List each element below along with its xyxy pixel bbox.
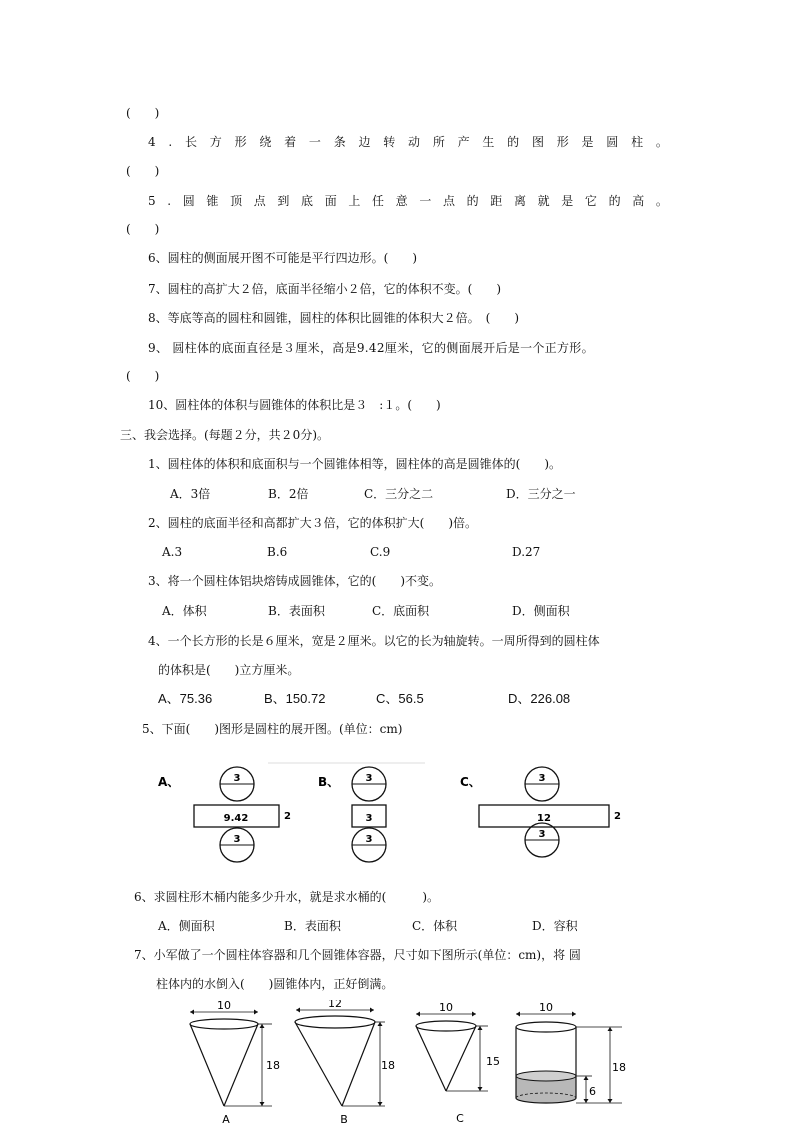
q3-answer-bracket: ( ) — [126, 106, 160, 120]
cylinder-height: 18 — [612, 1061, 626, 1074]
question-char: 点 — [442, 194, 455, 208]
option-d: D．侧面积 — [512, 604, 570, 618]
figure-a-label: A、 — [158, 775, 180, 789]
option-a: A．体积 — [162, 604, 207, 618]
cone-a-label: A — [222, 1113, 230, 1123]
option-a: A．侧面积 — [158, 919, 215, 933]
option-c: C.9 — [370, 545, 391, 559]
mc-question-5: 5、下面( )图形是圆柱的展开图。(单位：cm) — [142, 722, 403, 736]
question-char: 距 — [490, 194, 503, 208]
section-3-heading: 三、我会选择。(每题２分，共２0分)。 — [120, 428, 329, 442]
question-char: 动 — [408, 135, 421, 149]
option-a: A、75.36 — [158, 691, 213, 706]
question-char: 是 — [581, 135, 594, 149]
option-a: A．3倍 — [170, 487, 211, 501]
cone-c-diameter: 10 — [439, 1001, 453, 1014]
question-char: . — [167, 194, 172, 208]
question-char: 点 — [253, 194, 266, 208]
cone-b-diameter: 12 — [328, 1000, 342, 1010]
cylinder-water-height: 6 — [589, 1085, 596, 1098]
mc-question-1: 1、圆柱体的体积和底面积与一个圆锥体相等，圆柱体的高是圆锥体的( )。 — [148, 457, 562, 471]
question-char: 生 — [482, 135, 495, 149]
question-char: 转 — [383, 135, 396, 149]
question-char: 边 — [358, 135, 371, 149]
figure-a-bottom-circle-diameter: 3 — [233, 834, 241, 845]
mc-question-4-line-1: 4、一个长方形的长是６厘米，宽是２厘米。以它的长为轴旋转。一周所得到的圆柱体 — [148, 634, 600, 648]
cylinder-nets-figure — [150, 760, 640, 870]
judge-question-6: 6、圆柱的侧面展开图不可能是平行四边形。( ) — [148, 251, 417, 265]
cone-c-height: 15 — [486, 1055, 500, 1068]
question-char: 条 — [333, 135, 346, 149]
option-c: C．三分之二 — [364, 487, 434, 501]
question-char: 任 — [372, 194, 385, 208]
cone-a-diameter: 10 — [217, 1000, 231, 1012]
judge-question-7: 7、圆柱的高扩大２倍，底面半径缩小２倍，它的体积不变。( ) — [148, 282, 502, 296]
figure-c-label: C、 — [460, 775, 481, 789]
question-char: 锥 — [206, 194, 219, 208]
option-d: D．三分之一 — [506, 487, 576, 501]
q9-answer-bracket: ( ) — [126, 369, 160, 383]
question-char: 的 — [466, 194, 479, 208]
cone-a-height: 18 — [266, 1059, 280, 1072]
option-d: D、226.08 — [508, 691, 571, 706]
cylinder-diameter: 10 — [539, 1001, 553, 1014]
question-char: 方 — [209, 135, 222, 149]
question-char: 意 — [395, 194, 408, 208]
judge-question-4 — [148, 134, 668, 150]
mc-question-4-line-2: 的体积是( )立方厘米。 — [158, 663, 300, 677]
question-char: 面 — [324, 194, 337, 208]
q4-answer-bracket: ( ) — [126, 164, 160, 178]
question-char: 是 — [561, 194, 574, 208]
question-char: 高 — [632, 194, 645, 208]
question-char: 就 — [537, 194, 550, 208]
question-char: 圆 — [182, 194, 195, 208]
option-c: C．体积 — [412, 919, 458, 933]
figure-a-top-circle-diameter: 3 — [233, 773, 241, 784]
option-b: B．表面积 — [284, 919, 341, 933]
judge-question-5 — [148, 193, 668, 209]
question-char: 5 — [148, 194, 156, 208]
mc-question-7-line-2: 柱体内的水倒入( )圆锥体内，正好倒满。 — [156, 977, 394, 991]
mc-question-3: 3、将一个圆柱体铝块熔铸成圆锥体，它的( )不变。 — [148, 574, 442, 588]
question-char: 。 — [655, 194, 668, 208]
question-char: 长 — [185, 135, 198, 149]
question-char: 圆 — [606, 135, 619, 149]
question-char: 所 — [432, 135, 445, 149]
question-char: 底 — [301, 194, 314, 208]
question-char: 的 — [507, 135, 520, 149]
mc-question-7-line-1: 7、小军做了一个圆柱体容器和几个圆锥体容器，尺寸如下图所示(单位：cm)，将 圆 — [134, 948, 581, 962]
question-char: 一 — [419, 194, 432, 208]
judge-question-8: 8、等底等高的圆柱和圆锥，圆柱的体积比圆锥的体积大２倍。 ( ) — [148, 311, 520, 325]
question-char: 图 — [531, 135, 544, 149]
cone-b-height: 18 — [381, 1059, 395, 1072]
question-char: 。 — [655, 135, 668, 149]
option-c: C、56.5 — [376, 691, 424, 706]
option-a: A.3 — [162, 545, 183, 559]
question-char: 顶 — [230, 194, 243, 208]
cones-cylinder-figure — [180, 1000, 640, 1123]
question-char: 到 — [277, 194, 290, 208]
figure-c-rect-length: 12 — [537, 813, 551, 824]
option-d: D.27 — [512, 545, 541, 559]
cone-c-label: C — [456, 1112, 464, 1123]
judge-question-9: 9、 圆柱体的底面直径是３厘米，高是9.42厘米，它的侧面展开后是一个正方形。 — [148, 341, 594, 355]
question-char: . — [168, 135, 173, 149]
option-b: B.6 — [267, 545, 288, 559]
question-char: 形 — [234, 135, 247, 149]
mc-question-2: 2、圆柱的底面半径和高都扩大３倍，它的体积扩大( )倍。 — [148, 516, 478, 530]
figure-b-bottom-circle-diameter: 3 — [365, 834, 373, 845]
cone-b-label: B — [340, 1113, 348, 1123]
figure-b-label: B、 — [318, 775, 340, 789]
figure-b-rect-length: 3 — [365, 813, 373, 824]
option-b: B．2倍 — [268, 487, 309, 501]
question-char: 4 — [148, 135, 156, 149]
question-char: 产 — [457, 135, 470, 149]
question-char: 它 — [584, 194, 597, 208]
question-char: 上 — [348, 194, 361, 208]
option-b: B、150.72 — [264, 691, 326, 706]
option-d: D．容积 — [532, 919, 578, 933]
judge-question-10: 10、圆柱体的体积与圆锥体的体积比是３ :１。( ) — [148, 398, 441, 412]
figure-c-rect-width: 2 — [614, 811, 621, 822]
option-b: B．表面积 — [268, 604, 325, 618]
figure-a-rect-length: 9.42 — [223, 813, 249, 824]
q5-answer-bracket: ( ) — [126, 222, 160, 236]
question-char: 绕 — [259, 135, 272, 149]
figure-c-top-circle-diameter: 3 — [538, 773, 546, 784]
question-char: 着 — [284, 135, 297, 149]
figure-c-bottom-circle-diameter: 3 — [538, 829, 546, 840]
question-char: 的 — [608, 194, 621, 208]
question-char: 柱 — [631, 135, 644, 149]
question-char: 一 — [308, 135, 321, 149]
figure-a-rect-width: 2 — [284, 811, 291, 822]
option-c: C．底面积 — [372, 604, 430, 618]
mc-question-6: 6、求圆柱形木桶内能多少升水，就是求水桶的( )。 — [134, 890, 440, 904]
figure-b-top-circle-diameter: 3 — [365, 773, 373, 784]
question-char: 离 — [513, 194, 526, 208]
question-char: 形 — [556, 135, 569, 149]
